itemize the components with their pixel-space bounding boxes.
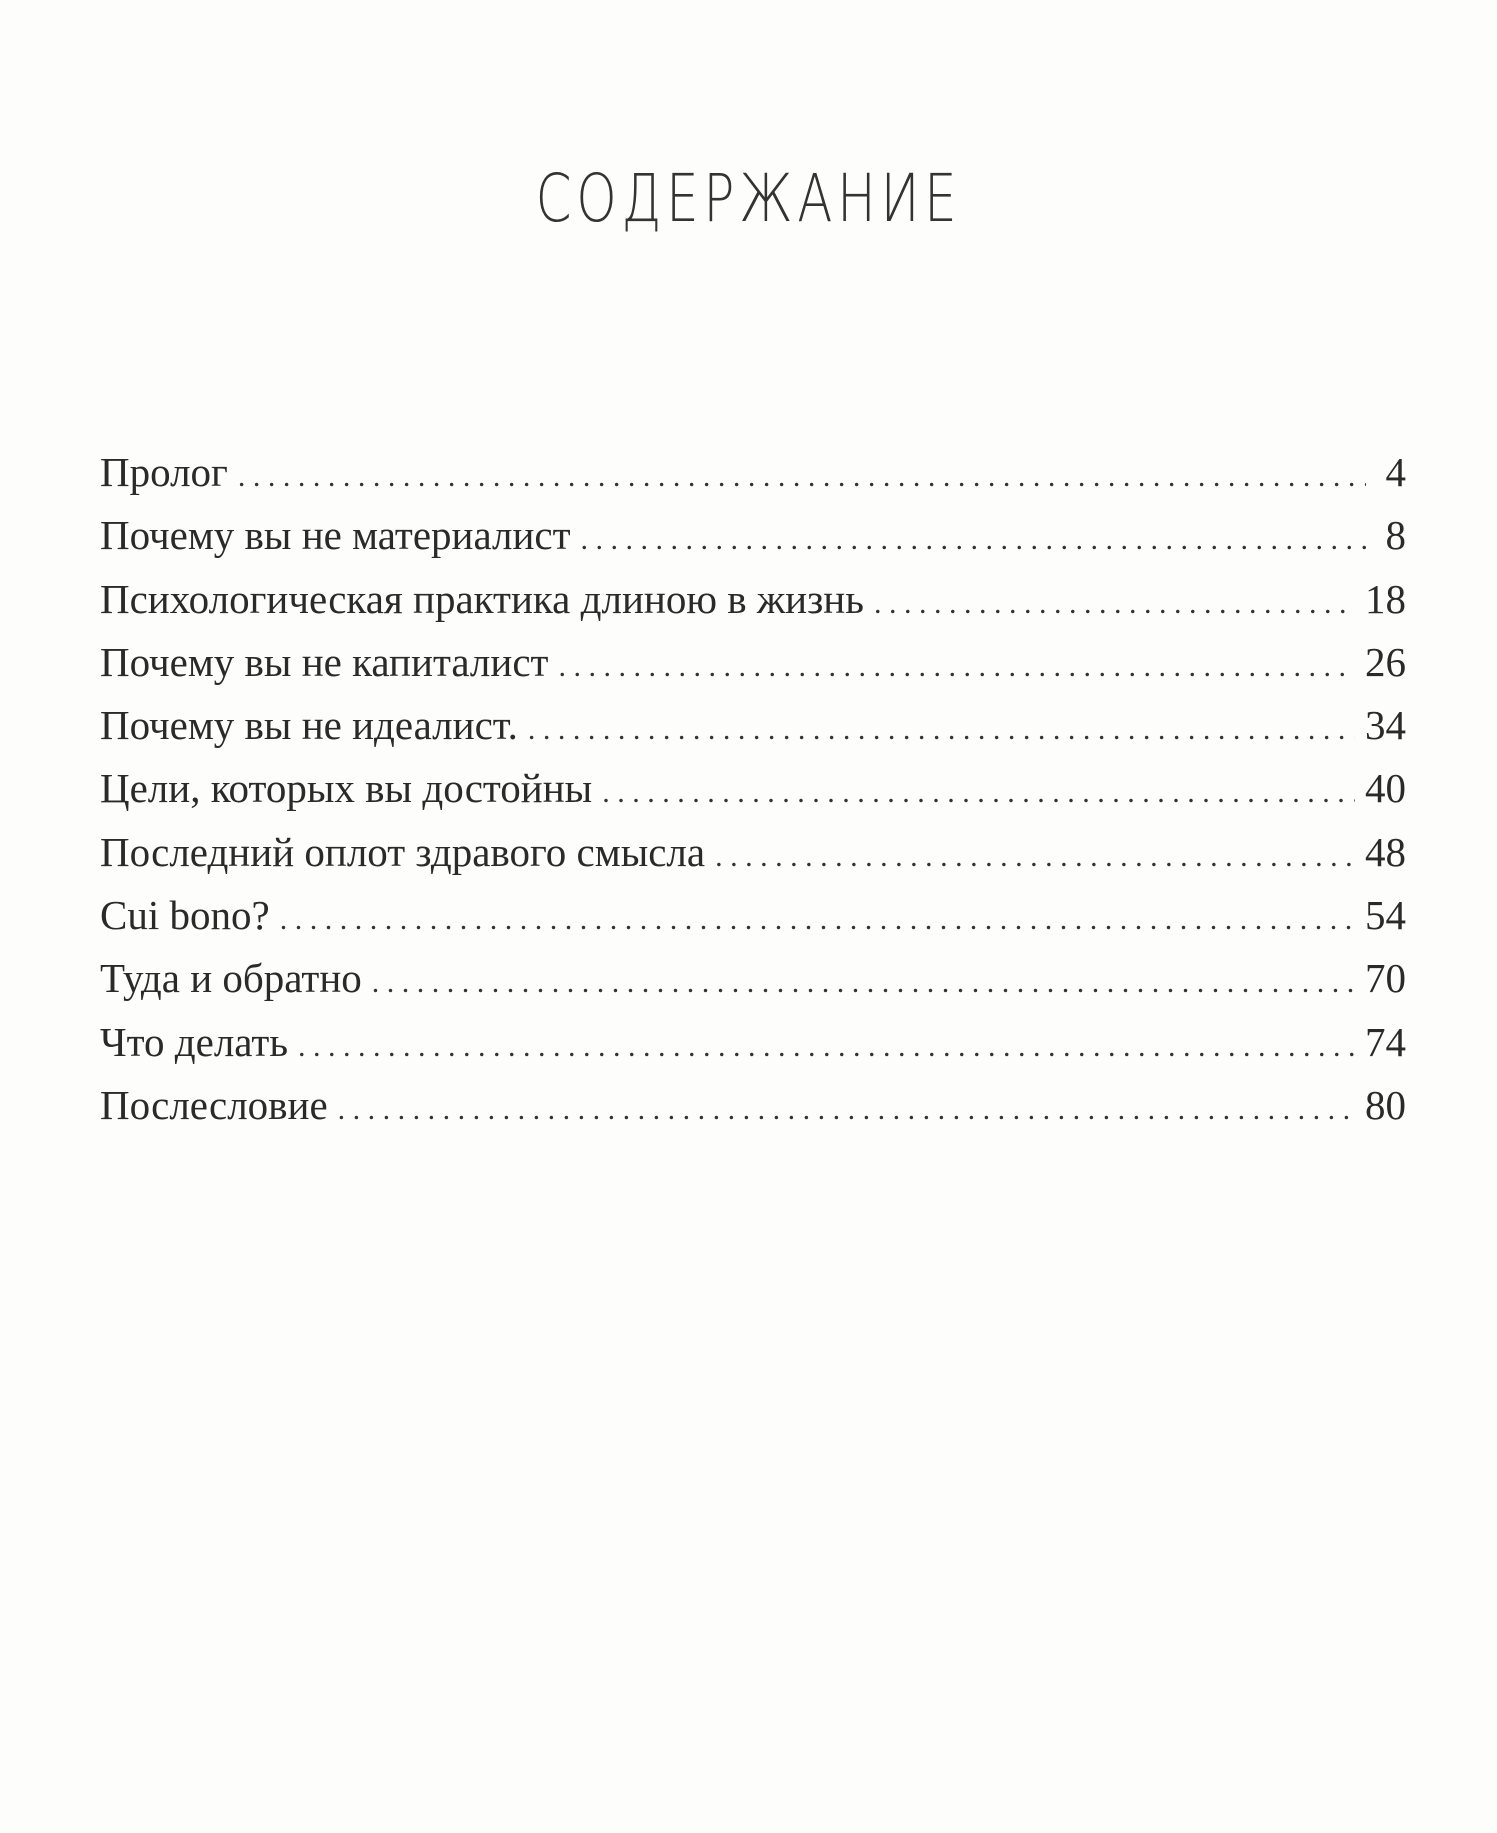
toc-entry-page: 54: [1365, 892, 1406, 939]
toc-entry[interactable]: [100, 511, 1406, 574]
toc-entry-page: 26: [1365, 638, 1406, 685]
toc-entry[interactable]: [100, 1018, 1406, 1081]
toc-entry[interactable]: [100, 448, 1406, 511]
toc-entry[interactable]: [100, 575, 1406, 638]
toc-entry-page: 8: [1385, 512, 1406, 559]
toc-entry-page: 74: [1365, 1018, 1406, 1065]
toc-entry-page: 48: [1365, 828, 1406, 875]
dot-leader: [558, 650, 1355, 684]
toc-entry-label: Последний оплот здравого смысла: [100, 828, 706, 875]
dot-leader: [528, 713, 1355, 747]
toc-entry-label: Цели, которых вы достойны: [100, 765, 593, 812]
dot-leader: [338, 1093, 1355, 1127]
dot-leader: [238, 460, 1366, 494]
toc-entry-page: 34: [1365, 702, 1406, 749]
dot-leader: [298, 1030, 1355, 1064]
toc-entry[interactable]: [100, 1081, 1406, 1144]
toc-entry-label: Почему вы не идеалист.: [100, 702, 518, 749]
toc-entry-label: Почему вы не материалист: [100, 512, 571, 559]
dot-leader: [715, 840, 1355, 874]
dot-leader: [602, 776, 1355, 810]
toc-entry[interactable]: [100, 764, 1406, 827]
toc-entry[interactable]: [100, 891, 1406, 954]
toc-entry[interactable]: [100, 638, 1406, 701]
toc-entry[interactable]: [100, 828, 1406, 891]
toc-entry-label: Почему вы не капиталист: [100, 638, 549, 685]
toc-entry-label: Психологическая практика длиною в жизнь: [100, 575, 864, 622]
toc-entry-page: 4: [1385, 449, 1406, 495]
table-of-contents: [100, 448, 1406, 1144]
toc-entry-label: Туда и обратно: [100, 955, 362, 1002]
toc-entry-label: Послесловие: [100, 1081, 328, 1128]
toc-entry-page: 70: [1365, 955, 1406, 1002]
toc-entry[interactable]: [100, 701, 1406, 764]
toc-entry-page: 80: [1365, 1081, 1406, 1128]
dot-leader: [581, 523, 1366, 557]
dot-leader: [372, 966, 1355, 1000]
toc-entry[interactable]: [100, 954, 1406, 1017]
dot-leader: [280, 903, 1355, 937]
page-title: СОДЕРЖАНИЕ: [535, 160, 962, 237]
toc-entry-page: 18: [1365, 575, 1406, 622]
dot-leader: [874, 587, 1355, 621]
toc-entry-page: 40: [1365, 765, 1406, 812]
toc-entry-label: Cui bono?: [100, 892, 270, 939]
toc-entry-label: Что делать: [100, 1018, 289, 1065]
toc-entry-label: Пролог: [100, 449, 228, 495]
